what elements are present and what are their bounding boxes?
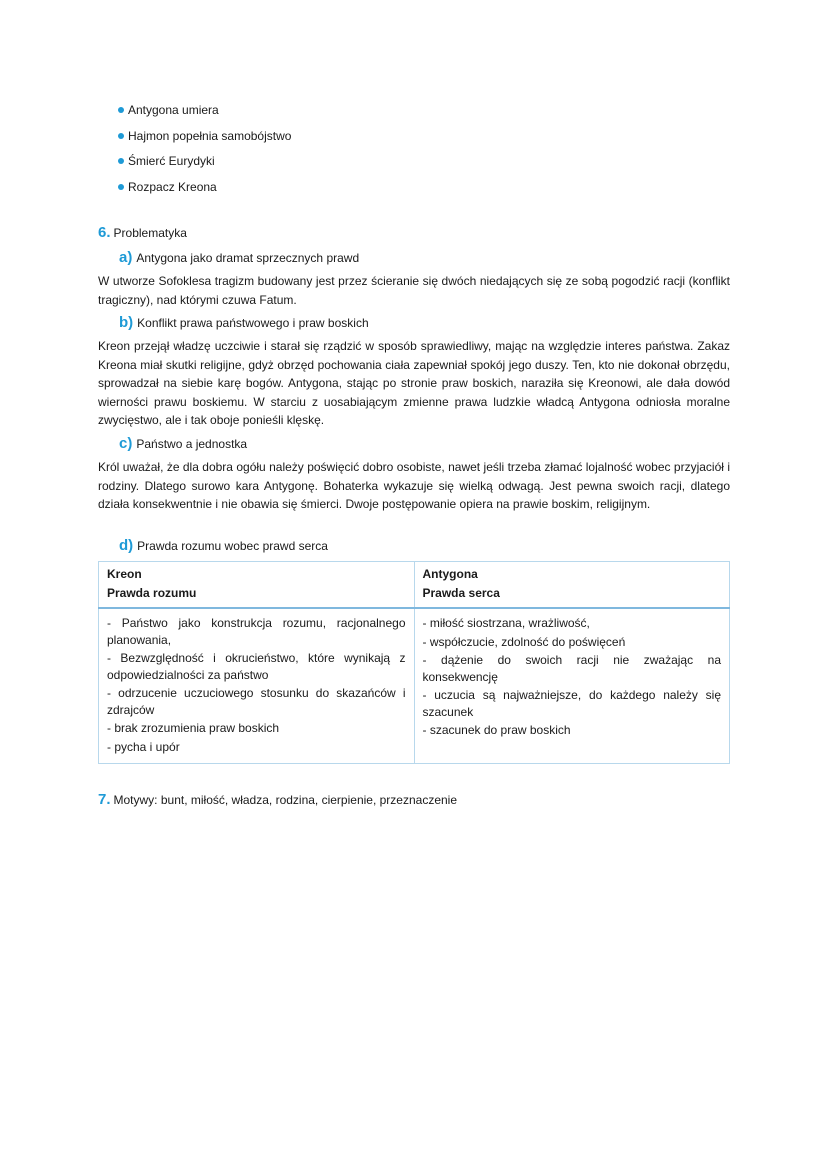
- subsection-a-text: W utworze Sofoklesa tragizm budowany jest przez ścieranie się dwóch niedających się ze sobą pogodzić racji (konflikt tragiczny), nad którymi czuwa Fatum.: [98, 274, 730, 307]
- subsection-b-heading: [119, 315, 369, 331]
- list-item: Śmierć Eurydyki: [118, 152, 291, 178]
- subsection-letter: a): [119, 249, 133, 266]
- subsection-d-heading: [119, 538, 328, 554]
- bullet-dot-icon: [118, 158, 124, 164]
- subsection-title: Konflikt prawa państwowego i praw boskich: [137, 316, 369, 330]
- section-6-heading: [98, 225, 187, 241]
- subsection-c-text: Król uważał, że dla dobra ogółu należy poświęcić dobro osobiste, nawet jeśli trzeba złamać lojalność wobec przyjaciół i rodziny. Dlatego surowo kara Antygonę. Bohaterka wykazuje się wielką odwagą. Jest pewna swoich racji, dlatego działa konsekwentnie i nie obawia się śmierci. Dwoje postępowanie opiera na prawie boskim, religijnym.: [98, 460, 730, 511]
- subsection-b-text: Kreon przejął władzę uczciwie i starał się rządzić w sposób sprawiedliwy, mając na względzie interes państwa. Zakaz Kreona miał skutki religijne, gdyż obrzęd pochowania ciała zapewniał spokój jego duszy. Ten, kto nie dokonał obrzędu, sprowadzał na siebie karę bogów. Antygona, stając po stronie praw boskich, naraziła się Kreonowi, ale dała dowód wierności prawu boskiemu. W starciu z uosabiającym zmienne prawa ludzkie władcą Antygona odniosła moralne zwycięstwo, ale i tak oboje ponieśli klęskę.: [98, 339, 730, 427]
- bullet-dot-icon: [118, 184, 124, 190]
- section-text: Motywy: bunt, miłość, władza, rodzina, cierpienie, przeznaczenie: [113, 793, 458, 807]
- table-row: [99, 608, 730, 764]
- kreon-traits-cell: - Państwo jako konstrukcja rozumu, racjonalnego planowania, - Bezwzględność i okrucieństwo, które wynikają z odpowiedzialności za państwo - odrzucenie uczuciowego stosunku do skazańców i zdrajców - brak zrozumienia praw boskich - pycha i upór: [99, 608, 415, 764]
- subsection-c-heading: [119, 436, 247, 452]
- bullet-dot-icon: [118, 107, 124, 113]
- subsection-letter: b): [119, 314, 134, 331]
- subsection-title: Antygona jako dramat sprzecznych prawd: [136, 251, 360, 265]
- header-antygona: Antygona Prawda serca: [414, 562, 730, 609]
- section-number: 7.: [98, 791, 111, 808]
- bullet-dot-icon: [118, 133, 124, 139]
- subsection-letter: c): [119, 435, 133, 452]
- list-item: Hajmon popełnia samobójstwo: [118, 127, 291, 153]
- subsection-title: Państwo a jednostka: [136, 437, 248, 451]
- comparison-table: [98, 561, 730, 764]
- subsection-letter: d): [119, 537, 134, 554]
- subsection-title: Prawda rozumu wobec prawd serca: [137, 539, 328, 553]
- table-header-row: [99, 562, 730, 609]
- subsection-a-heading: [119, 250, 359, 266]
- list-item: Antygona umiera: [118, 101, 291, 127]
- list-item: Rozpacz Kreona: [118, 178, 291, 204]
- section-title: Problematyka: [113, 226, 187, 240]
- antygona-traits-cell: - miłość siostrzana, wrażliwość, - współczucie, zdolność do poświęceń - dążenie do swoich racji nie zważając na konsekwencję - uczucia są najważniejsze, do każdego należy się szacunek - szacunek do praw boskich: [414, 608, 730, 764]
- events-list: [118, 101, 291, 203]
- section-7: [98, 792, 457, 808]
- section-number: 6.: [98, 224, 111, 241]
- header-kreon: Kreon Prawda rozumu: [99, 562, 415, 609]
